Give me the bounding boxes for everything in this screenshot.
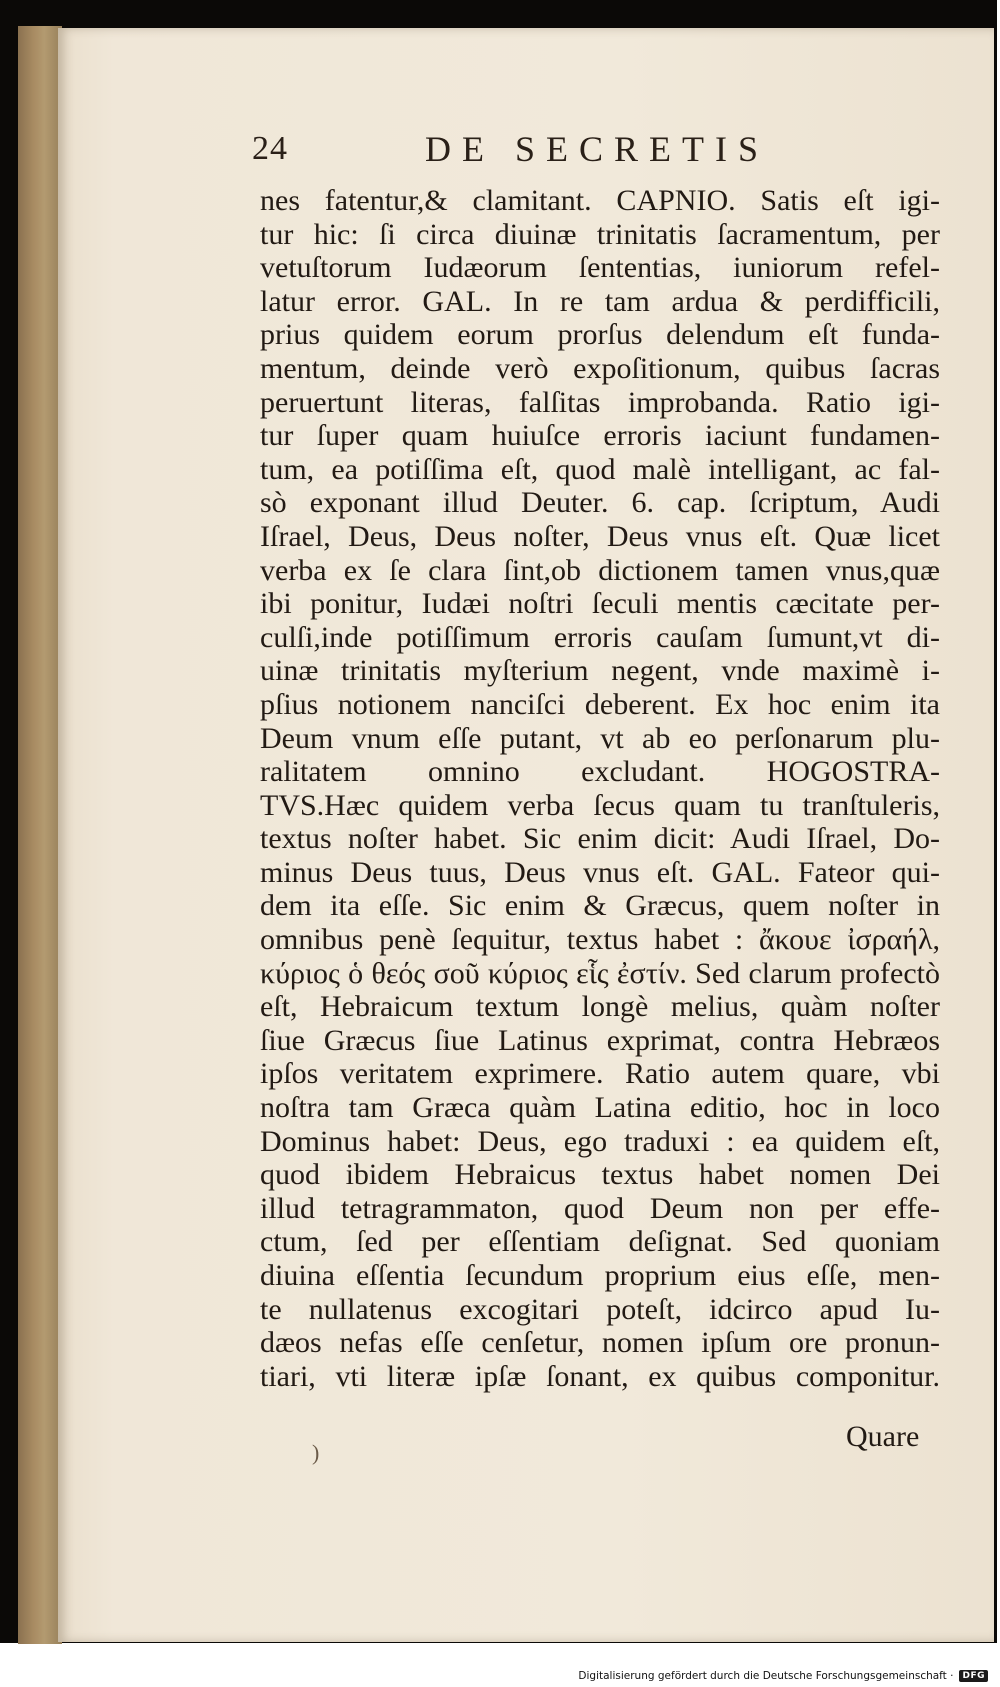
- stray-mark: ): [312, 1440, 320, 1465]
- text-line: ſiue Græcus ſiue Latinus exprimat, contra Hebræos: [260, 1023, 940, 1057]
- text-line: prius quidem eorum prorſus delendum eſt funda-: [260, 318, 940, 352]
- text-block: [260, 184, 940, 1474]
- page-number: 24: [252, 130, 288, 167]
- text-line: omnibus penè ſequitur, textus habet : ἄκουε ἰσραήλ,: [260, 923, 940, 957]
- text-line: vetuſtorum Iudæorum ſententias, iuniorum refel-: [260, 251, 940, 285]
- text-line: Deum vnum eſſe putant, vt ab eo perſonarum plu-: [260, 721, 940, 755]
- text-line: dem ita eſſe. Sic enim & Græcus, quem noſter in: [260, 889, 940, 923]
- dfg-logo: DFG: [959, 1670, 988, 1682]
- text-line: latur error. GAL. In re tam ardua & perdifficili,: [260, 284, 940, 318]
- text-line: mentum, deinde verò expoſitionum, quibus ſacras: [260, 351, 940, 385]
- text-line: noſtra tam Græca quàm Latina editio, hoc in loco: [260, 1091, 940, 1125]
- text-line: Dominus habet: Deus, ego traduxi : ea quidem eſt,: [260, 1124, 940, 1158]
- text-line: TVS.Hæc quidem verba ſecus quam tu tranſtuleris,: [260, 788, 940, 822]
- text-line: culſi,inde potiſſimum erroris cauſam ſumunt,vt di-: [260, 620, 940, 654]
- text-line: tiari, vti literæ ipſæ ſonant, ex quibus componitur.: [260, 1359, 940, 1393]
- text-line: minus Deus tuus, Deus vnus eſt. GAL. Fateor qui-: [260, 855, 940, 889]
- text-line: κύριος ὁ θεός σοῦ κύριος εἷς ἐστίν. Sed clarum profectò: [260, 956, 940, 990]
- text-line: tum, ea potiſſima eſt, quod malè intelligant, ac fal-: [260, 452, 940, 486]
- text-line: pſius notionem nanciſci deberent. Ex hoc enim ita: [260, 687, 940, 721]
- text-line: eſt, Hebraicum textum longè melius, quàm noſter: [260, 990, 940, 1024]
- footer-credit-text: Digitalisierung gefördert durch die Deutsche Forschungsgemeinschaft ·: [578, 1670, 954, 1682]
- text-line: ralitatem omnino excludant. HOGOSTRA-: [260, 755, 940, 789]
- book-edge: [18, 26, 62, 1644]
- text-line: te nullatenus excogitari poteſt, idcirco apud Iu-: [260, 1292, 940, 1326]
- text-line: illud tetragrammaton, quod Deum non per effe-: [260, 1191, 940, 1225]
- text-line: diuina eſſentia ſecundum proprium eius eſſe, men-: [260, 1259, 940, 1292]
- text-line: sò exponant illud Deuter. 6. cap. ſcriptum, Audi: [260, 486, 940, 520]
- running-head: [190, 128, 790, 176]
- text-line: dæos nefas eſſe cenſetur, nomen ipſum ore pronun-: [260, 1326, 940, 1360]
- text-line: uinæ trinitatis myſterium negent, vnde maximè i-: [260, 654, 940, 688]
- text-line: verba ex ſe clara ſint,ob dictionem tamen vnus,quæ: [260, 553, 940, 587]
- text-line: textus noſter habet. Sic enim dicit: Audi Iſrael, Do-: [260, 822, 940, 856]
- text-line: ibi ponitur, Iudæi noſtri ſeculi mentis cæcitate per-: [260, 587, 940, 621]
- text-line: ipſos veritatem exprimere. Ratio autem quare, vbi: [260, 1057, 940, 1091]
- text-line: peruertunt literas, falſitas improbanda. Ratio igi-: [260, 385, 940, 419]
- text-line: tur ſuper quam huiuſce erroris iaciunt fundamen-: [260, 419, 940, 453]
- text-line: nes fatentur,& clamitant. CAPNIO. Satis eſt igi-: [260, 184, 940, 217]
- catchword: Quare: [846, 1420, 920, 1453]
- running-title: DE SECRETIS: [425, 129, 770, 169]
- footer-credit: [578, 1668, 988, 1684]
- text-line: quod ibidem Hebraicus textus habet nomen Dei: [260, 1158, 940, 1192]
- text-line: ctum, ſed per eſſentiam deſignat. Sed quoniam: [260, 1225, 940, 1259]
- text-line: Iſrael, Deus, Deus noſter, Deus vnus eſt. Quæ licet: [260, 519, 940, 553]
- text-line: tur hic: ſi circa diuinæ trinitatis ſacramentum, per: [260, 217, 940, 251]
